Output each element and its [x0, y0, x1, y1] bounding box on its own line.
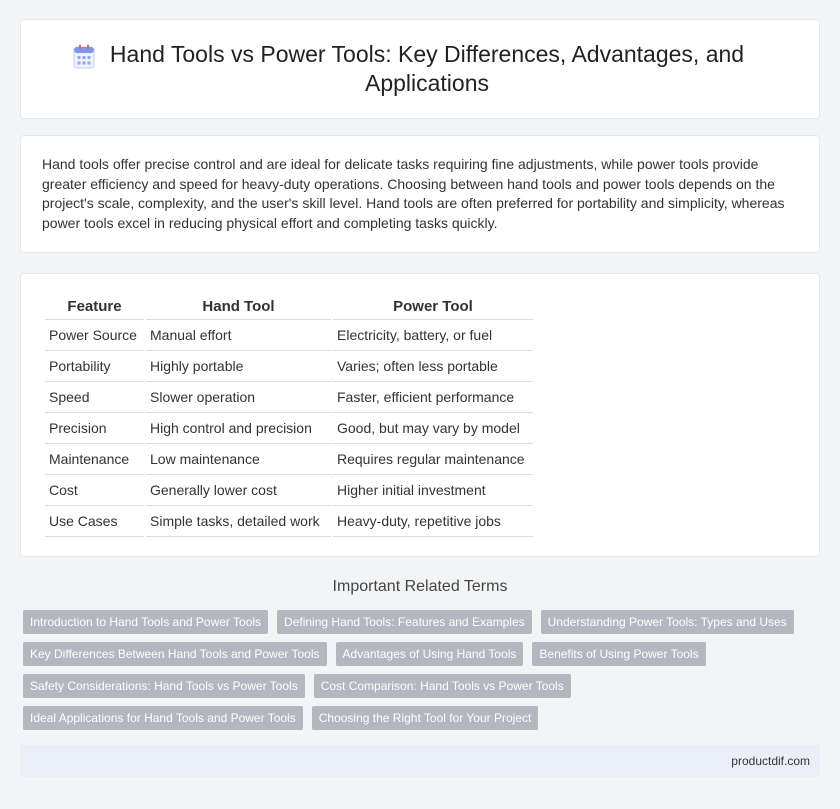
table-row	[45, 382, 533, 413]
table-cell: High control and precision	[146, 413, 331, 444]
header-hand-tool: Hand Tool	[146, 292, 331, 320]
table-cell: Simple tasks, detailed work	[146, 506, 331, 537]
comparison-table	[43, 292, 535, 537]
footer-site-link[interactable]: productdif.com	[731, 754, 810, 768]
table-row	[45, 351, 533, 382]
page-title: Hand Tools vs Power Tools: Key Differences, Advantages, and Applications	[109, 41, 745, 96]
table-cell: Heavy-duty, repetitive jobs	[333, 506, 533, 537]
table-cell: Use Cases	[45, 506, 144, 537]
table-cell: Varies; often less portable	[333, 351, 533, 382]
related-term-tag[interactable]: Advantages of Using Hand Tools	[336, 642, 524, 666]
related-term-tag[interactable]: Benefits of Using Power Tools	[532, 642, 705, 666]
related-term-tag[interactable]: Choosing the Right Tool for Your Project	[312, 706, 539, 730]
related-term-tag[interactable]: Cost Comparison: Hand Tools vs Power Tools	[314, 674, 571, 698]
intro-paragraph: Hand tools offer precise control and are ideal for delicate tasks requiring fine adjustments, while power tools provide greater efficiency and speed for heavy-duty operations. Choosing between hand tools and power tools depends on the project's scale, complexity, and the user's skill level. Hand tools are often preferred for portability and simplicity, whereas power tools excel in reducing physical effort and completing tasks quickly.	[42, 156, 785, 231]
table-cell: Manual effort	[146, 320, 331, 351]
footer-bar	[20, 745, 820, 777]
table-cell: Speed	[45, 382, 144, 413]
related-term-tag[interactable]: Understanding Power Tools: Types and Uses	[541, 610, 794, 634]
table-cell: Requires regular maintenance	[333, 444, 533, 475]
table-cell: Highly portable	[146, 351, 331, 382]
header-feature: Feature	[45, 292, 144, 320]
header-card	[20, 19, 820, 119]
related-term-tag[interactable]: Key Differences Between Hand Tools and Power Tools	[23, 642, 327, 666]
table-row	[45, 413, 533, 444]
table-cell: Good, but may vary by model	[333, 413, 533, 444]
related-term-tag[interactable]: Defining Hand Tools: Features and Examples	[277, 610, 532, 634]
table-cell: Precision	[45, 413, 144, 444]
table-row	[45, 506, 533, 537]
header-power-tool: Power Tool	[333, 292, 533, 320]
related-terms-list	[23, 610, 823, 738]
calendar-grid-icon	[73, 44, 95, 70]
related-term-tag[interactable]: Introduction to Hand Tools and Power Tools	[23, 610, 268, 634]
table-cell: Generally lower cost	[146, 475, 331, 506]
intro-card	[20, 135, 820, 253]
table-row	[45, 320, 533, 351]
table-cell: Electricity, battery, or fuel	[333, 320, 533, 351]
table-cell: Maintenance	[45, 444, 144, 475]
comparison-table-card	[20, 273, 820, 557]
related-term-tag[interactable]: Safety Considerations: Hand Tools vs Power Tools	[23, 674, 305, 698]
table-cell: Power Source	[45, 320, 144, 351]
table-header-row	[45, 292, 533, 320]
table-cell: Portability	[45, 351, 144, 382]
related-terms-heading: Important Related Terms	[332, 578, 508, 595]
related-term-tag[interactable]: Ideal Applications for Hand Tools and Power Tools	[23, 706, 303, 730]
table-row	[45, 444, 533, 475]
table-cell: Faster, efficient performance	[333, 382, 533, 413]
table-cell: Low maintenance	[146, 444, 331, 475]
table-cell: Higher initial investment	[333, 475, 533, 506]
table-cell: Cost	[45, 475, 144, 506]
table-row	[45, 475, 533, 506]
table-cell: Slower operation	[146, 382, 331, 413]
